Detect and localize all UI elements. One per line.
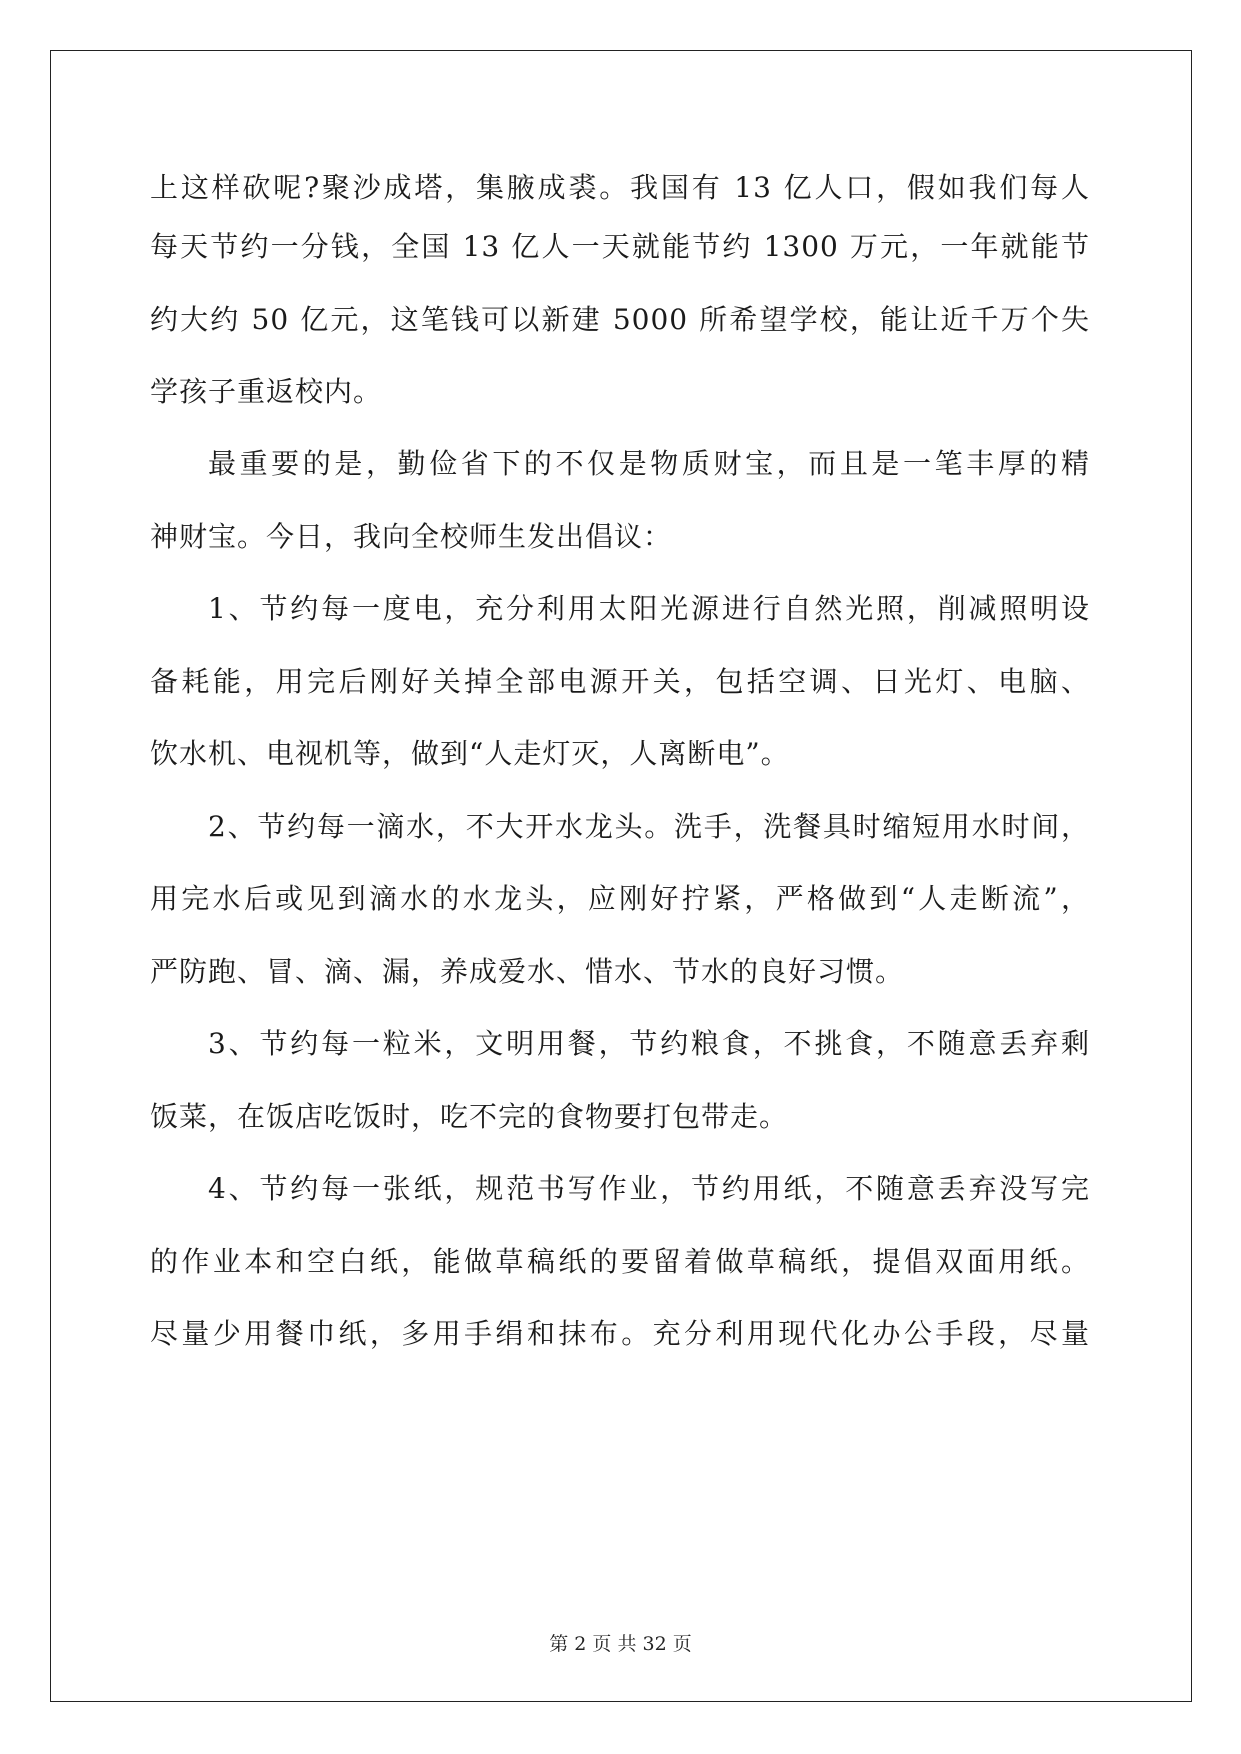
text-line-10: 2、节约每一滴水，不大开水龙头。洗手，洗餐具时缩短用水时间， <box>208 810 1090 843</box>
text-line-7: 1、节约每一度电，充分利用太阳光源进行自然光照，削减照明设 <box>208 592 1090 625</box>
text-line-15: 4、节约每一张纸，规范书写作业，节约用纸，不随意丢弃没写完 <box>208 1172 1090 1205</box>
text-line-2: 每天节约一分钱，全国 13 亿人一天就能节约 1300 万元，一年就能节 <box>150 230 1090 263</box>
text-line-3: 约大约 50 亿元，这笔钱可以新建 5000 所希望学校，能让近千万个失 <box>150 303 1090 336</box>
text-line-13: 3、节约每一粒米，文明用餐，节约粮食，不挑食，不随意丢弃剩 <box>208 1027 1090 1060</box>
text-line-17: 尽量少用餐巾纸，多用手绢和抹布。充分利用现代化办公手段，尽量 <box>150 1317 1090 1350</box>
text-line-14: 饭菜，在饭店吃饭时，吃不完的食物要打包带走。 <box>150 1100 789 1133</box>
text-line-16: 的作业本和空白纸，能做草稿纸的要留着做草稿纸，提倡双面用纸。 <box>150 1245 1090 1278</box>
text-line-1: 上这样砍呢?聚沙成塔，集腋成裘。我国有 13 亿人口，假如我们每人 <box>150 171 1090 204</box>
text-line-4: 学孩子重返校内。 <box>150 375 383 408</box>
page-number-footer: 第 2 页 共 32 页 <box>549 1633 692 1655</box>
text-line-8: 备耗能，用完后刚好关掉全部电源开关，包括空调、日光灯、电脑、 <box>150 665 1090 698</box>
text-line-5: 最重要的是，勤俭省下的不仅是物质财宝，而且是一笔丰厚的精 <box>208 447 1090 480</box>
text-line-11: 用完水后或见到滴水的水龙头，应刚好拧紧，严格做到“人走断流”， <box>150 882 1090 915</box>
text-line-12: 严防跑、冒、滴、漏，养成爱水、惜水、节水的良好习惯。 <box>150 955 905 988</box>
text-line-6: 神财宝。今日，我向全校师生发出倡议： <box>150 520 673 553</box>
page-border <box>50 50 1192 1702</box>
text-line-9: 饮水机、电视机等，做到“人走灯灭，人离断电”。 <box>150 737 790 770</box>
